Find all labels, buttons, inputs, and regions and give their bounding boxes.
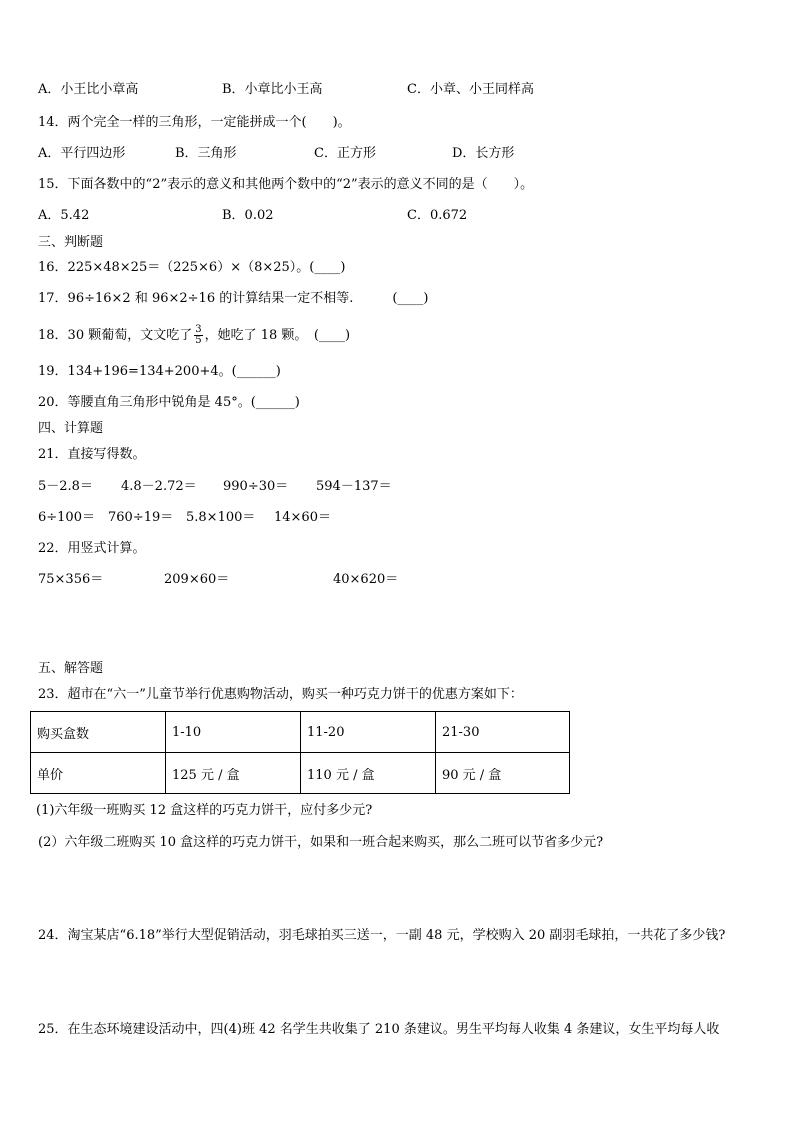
q18-fraction-denominator: 5: [195, 335, 202, 346]
q18-text-after: ，她吃了 18 颗。 (____): [204, 328, 351, 343]
q14-option-c: C．正方形: [314, 146, 376, 161]
q22-item: 40×620＝: [333, 572, 399, 587]
q18-fraction: [194, 325, 202, 346]
q15-option-b: B．0.02: [222, 208, 274, 223]
q18-text-before: 18．30 颗葡萄，文文吃了: [38, 328, 193, 343]
table-cell: 购买盒数: [31, 712, 166, 753]
q21-item: 594－137＝: [316, 479, 392, 494]
section-5-title: 五、解答题: [38, 661, 104, 676]
q25: 25．在生态环境建设活动中，四(4)班 42 名学生共收集了 210 条建议。男生平均每人收集 4 条建议，女生平均每人收: [38, 1022, 720, 1037]
q18-fraction-numerator: 3: [195, 324, 202, 335]
q13-option-c: C．小章、小王同样高: [407, 82, 534, 97]
table-cell: 1-10: [166, 712, 301, 753]
q14-stem: 14．两个完全一样的三角形，一定能拼成一个( )。: [38, 115, 351, 130]
table-cell: 90 元 / 盒: [436, 753, 570, 794]
q14-option-d: D．长方形: [452, 146, 515, 161]
q14-option-b: B．三角形: [175, 146, 237, 161]
q24: 24．淘宝某店“6.18”举行大型促销活动，羽毛球拍买三送一，一副 48 元，学校购入 20 副羽毛球拍，一共花了多少钱?: [38, 928, 726, 943]
table-cell: 11-20: [301, 712, 436, 753]
q19: 19．134+196=134+200+4。(______): [38, 364, 281, 379]
q13-option-a: A．小王比小章高: [38, 82, 139, 97]
section-4-title: 四、计算题: [38, 421, 104, 436]
q22-item: 209×60＝: [164, 572, 230, 587]
q22-stem: 22．用竖式计算。: [38, 541, 146, 556]
table-cell: 125 元 / 盒: [166, 753, 301, 794]
q15-option-c: C．0.672: [407, 208, 468, 223]
q21-item: 5.8×100＝: [186, 510, 256, 525]
q18: [38, 321, 350, 351]
q22-item: 75×356＝: [38, 572, 104, 587]
q21-stem: 21．直接写得数。: [38, 447, 146, 462]
q21-item: 760÷19＝: [108, 510, 174, 525]
table-cell: 21-30: [436, 712, 570, 753]
q23-sub2: (2）六年级二班购买 10 盒这样的巧克力饼干，如果和一班合起来购买，那么二班可以节省多少元?: [38, 835, 604, 850]
q23-stem: 23．超市在“六一”儿童节举行优惠购物活动，购买一种巧克力饼干的优惠方案如下：: [38, 687, 523, 702]
q17: 17．96÷16×2 和 96×2÷16 的计算结果一定不相等. (____): [38, 291, 429, 306]
q13-option-b: B．小章比小王高: [222, 82, 323, 97]
table-row: [31, 753, 570, 794]
q20: 20．等腰直角三角形中锐角是 45°。(______): [38, 395, 300, 410]
q21-item: 4.8－2.72＝: [121, 479, 197, 494]
section-3-title: 三、判断题: [38, 235, 104, 250]
q21-item: 5－2.8＝: [38, 479, 93, 494]
q23-price-table: [30, 711, 570, 794]
q16: 16．225×48×25＝（225×6）×（8×25）。(____): [38, 260, 346, 275]
q21-item: 990÷30＝: [223, 479, 289, 494]
table-cell: 110 元 / 盒: [301, 753, 436, 794]
q15-option-a: A．5.42: [38, 208, 90, 223]
q23-sub1: (1)六年级一班购买 12 盒这样的巧克力饼干，应付多少元?: [36, 803, 373, 818]
q14-option-a: A．平行四边形: [38, 146, 126, 161]
q21-item: 14×60＝: [274, 510, 331, 525]
table-cell: 单价: [31, 753, 166, 794]
q15-stem: 15．下面各数中的“2”表示的意义和其他两个数中的“2”表示的意义不同的是（ ）。: [38, 177, 534, 192]
q21-item: 6÷100＝: [38, 510, 95, 525]
table-row: [31, 712, 570, 753]
